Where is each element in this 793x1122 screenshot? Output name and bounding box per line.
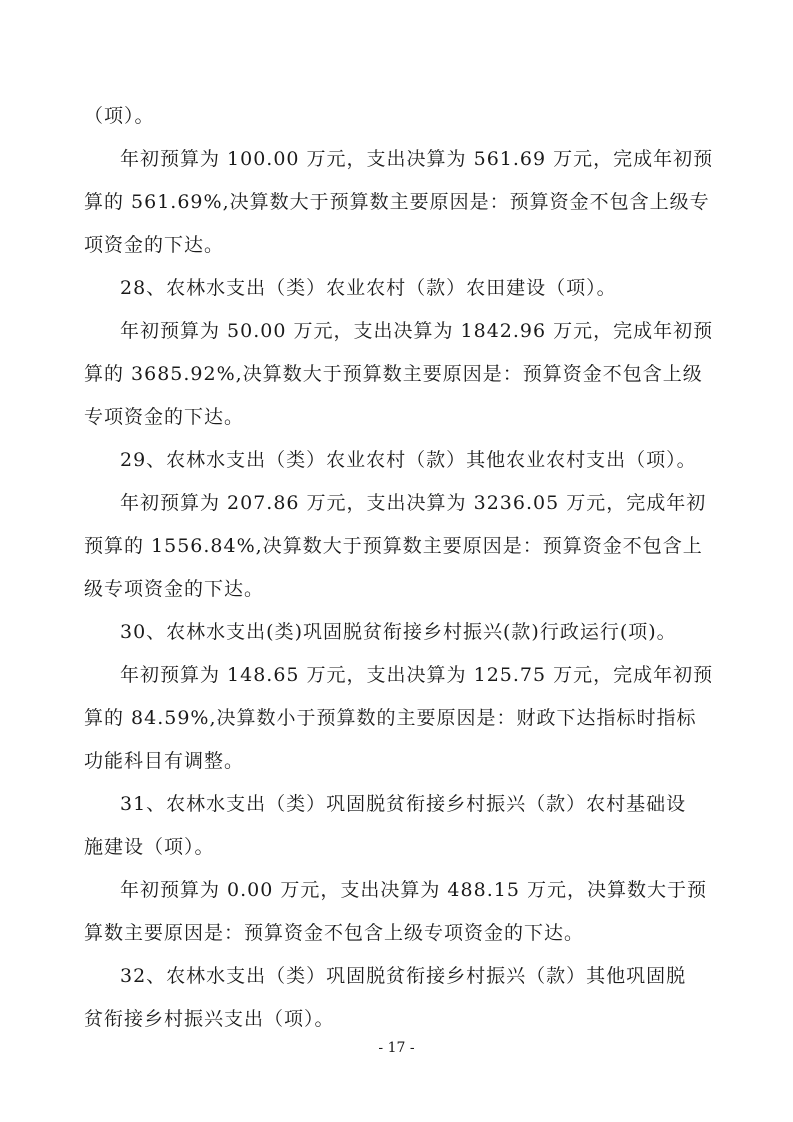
text-line: 年初预算为 100.00 万元，支出决算为 561.69 万元，完成年初预: [120, 148, 714, 170]
text-line: 功能科目有调整。: [84, 750, 245, 772]
text-line: 算的 84.59%,决算数小于预算数的主要原因是：财政下达指标时指标: [84, 707, 697, 729]
text-line: 年初预算为 148.65 万元，支出决算为 125.75 万元，完成年初预: [120, 664, 714, 686]
text-line: 施建设（项）。: [84, 836, 215, 858]
section-heading-31: 31、农林水支出（类）巩固脱贫衔接乡村振兴（款）农村基础设: [120, 793, 687, 815]
text-line: 算数主要原因是：预算资金不包含上级专项资金的下达。: [84, 922, 585, 944]
section-heading-29: 29、农林水支出（类）农业农村（款）其他农业农村支出（项）。: [120, 449, 697, 471]
text-line: 贫衔接乡村振兴支出（项）。: [84, 1008, 335, 1030]
page-number: - 17 -: [378, 1040, 415, 1056]
text-line: （项）。: [84, 105, 155, 127]
text-line: 专项资金的下达。: [84, 406, 245, 428]
text-line: 项资金的下达。: [84, 234, 225, 256]
text-line: 年初预算为 50.00 万元，支出决算为 1842.96 万元，完成年初预: [120, 320, 714, 342]
text-line: 预算的 1556.84%,决算数大于预算数主要原因是：预算资金不包含上: [84, 535, 703, 557]
section-heading-32: 32、农林水支出（类）巩固脱贫衔接乡村振兴（款）其他巩固脱: [120, 965, 687, 987]
text-line: 年初预算为 207.86 万元，支出决算为 3236.05 万元，完成年初: [120, 492, 707, 514]
text-line: 算的 3685.92%,决算数大于预算数主要原因是：预算资金不包含上级: [84, 363, 703, 385]
text-line: 级专项资金的下达。: [84, 578, 265, 600]
text-line: 算的 561.69%,决算数大于预算数主要原因是：预算资金不包含上级专: [84, 191, 710, 213]
section-heading-28: 28、农林水支出（类）农业农村（款）农田建设（项）。: [120, 277, 617, 299]
text-line: 年初预算为 0.00 万元，支出决算为 488.15 万元，决算数大于预: [120, 879, 707, 901]
section-heading-30: 30、农林水支出(类)巩固脱贫衔接乡村振兴(款)行政运行(项)。: [120, 621, 677, 643]
